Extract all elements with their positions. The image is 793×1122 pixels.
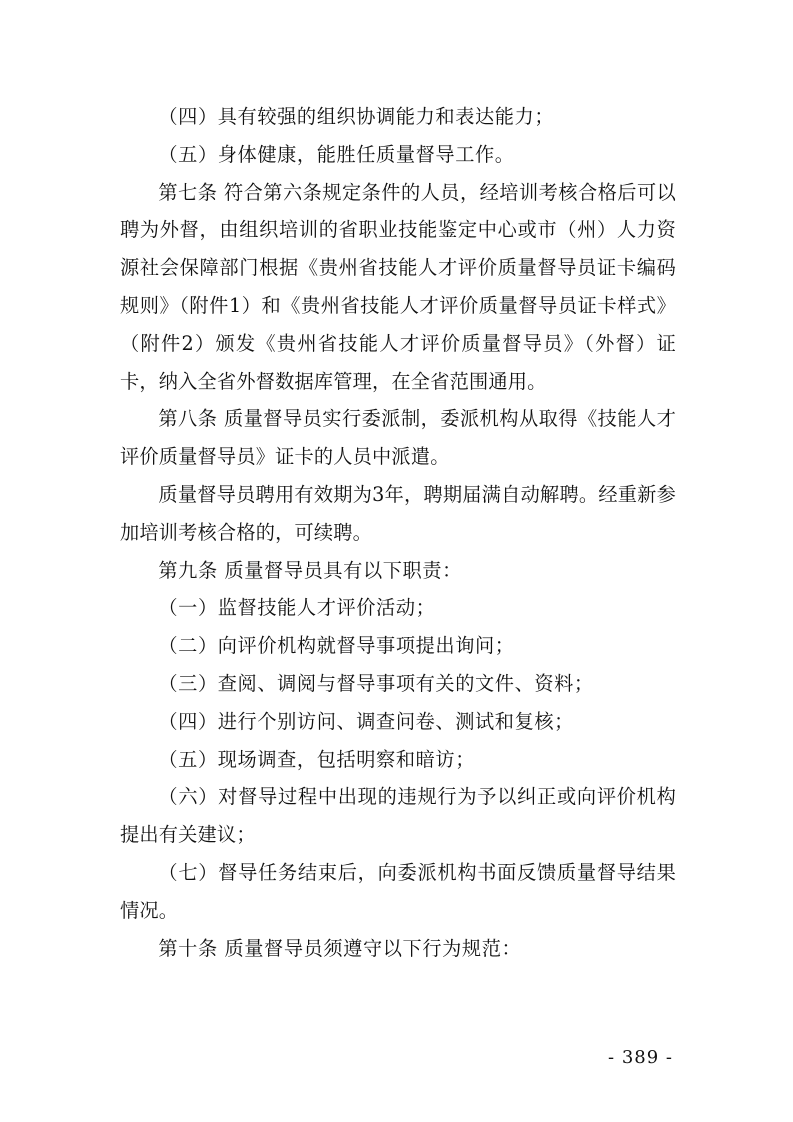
list-item-6: （六）对督导过程中出现的违规行为予以纠正或向评价机构提出有关建议；: [120, 785, 676, 847]
paragraph-article-8: 第八条 质量督导员实行委派制，委派机构从取得《技能人才评价质量督导员》证卡的人员中派遣。: [120, 407, 676, 469]
paragraph-article-10: 第十条 质量督导员须遵守以下行为规范：: [158, 936, 522, 960]
document-body: [120, 98, 676, 967]
paragraph-duty-5: （五）身体健康，能胜任质量督导工作。: [158, 142, 515, 166]
list-item-5: （五）现场调查，包括明察和暗访；: [158, 747, 475, 771]
list-item-3: （三）查阅、调阅与督导事项有关的文件、资料；: [158, 671, 594, 695]
paragraph-duty-4: （四）具有较强的组织协调能力和表达能力；: [158, 105, 555, 128]
paragraph-term: 质量督导员聘用有效期为3年，聘期届满自动解聘。经重新参加培训考核合格的，可续聘。: [120, 482, 676, 544]
paragraph-article-9: 第九条 质量督导员具有以下职责：: [158, 558, 462, 582]
page-number: - 389 -: [608, 1047, 673, 1068]
list-item-4: （四）进行个别访问、调查问卷、测试和复核；: [158, 709, 574, 733]
list-item-7: （七）督导任务结束后，向委派机构书面反馈质量督导结果情况。: [120, 860, 676, 922]
list-item-1: （一）监督技能人才评价活动；: [158, 596, 436, 620]
list-item-2: （二）向评价机构就督导事项提出询问；: [158, 634, 515, 658]
paragraph-article-7: 第七条 符合第六条规定条件的人员，经培训考核合格后可以聘为外督，由组织培训的省职业技能鉴定中心或市（州）人力资源社会保障部门根据《贵州省技能人才评价质量督导员证卡编码规则》（附件1）和《贵州省技能人才评价质量督导员证卡样式》（附件2）颁发《贵州省技能人才评价质量督导员》（外督）证卡，纳入全省外督数据库管理，在全省范围通用。: [120, 180, 676, 393]
